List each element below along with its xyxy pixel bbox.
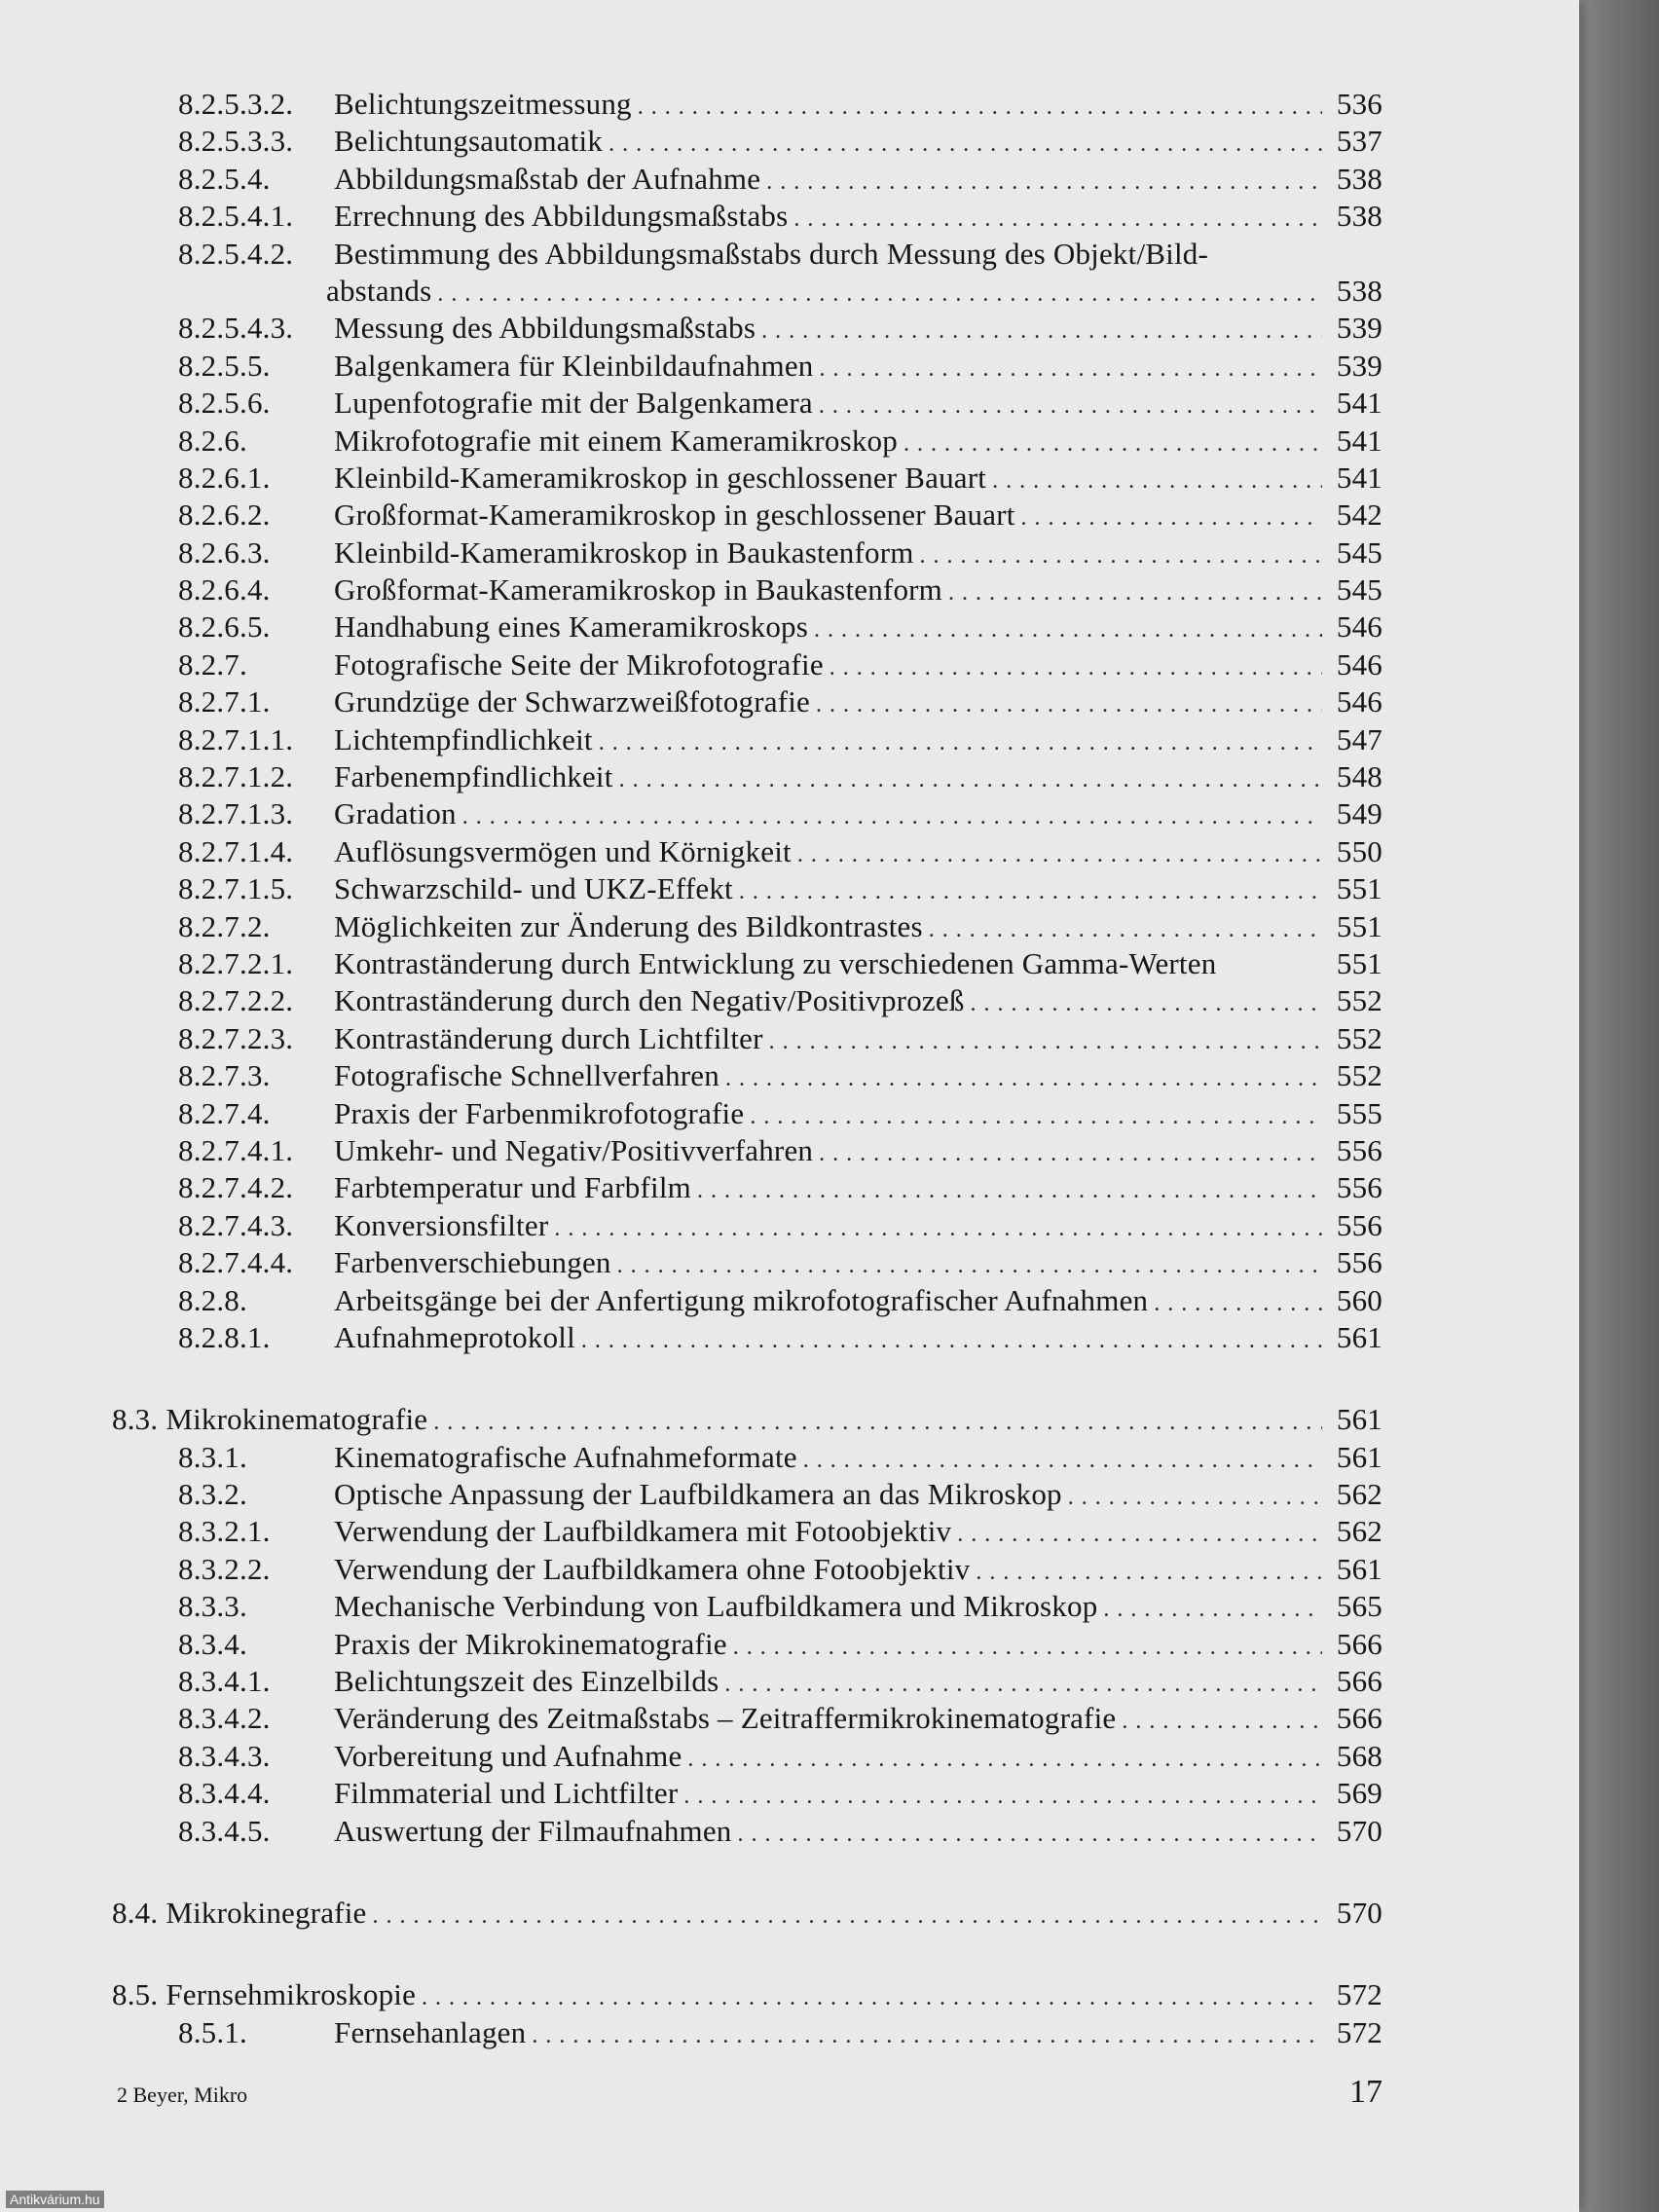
toc-entry-page: 555 [1336,1095,1382,1130]
toc-entry [112,1551,1382,1588]
toc-entry-page: 551 [1336,945,1382,980]
toc-entry-page: 539 [1336,348,1382,383]
toc-entry-title: Farbenempfindlichkeit [334,759,613,794]
toc-entry-title: Arbeitsgänge bei der Anfertigung mikrofotografischer Aufnahmen [334,1282,1149,1317]
toc-entry [112,1626,1382,1663]
toc-entry-number: 8.3. [112,1402,159,1437]
toc-entry [112,982,1382,1019]
toc-entry-page: 572 [1336,2014,1382,2049]
toc-entry-page: 551 [1336,871,1382,906]
toc-entry-title: Bestimmung des Abbildungsmaßstabs durch Messung des Objekt/Bild- [334,236,1208,271]
leader-dots [617,1244,1322,1284]
toc-entry-title: Großformat-Kameramikroskop in geschlossener Bauart [334,498,1015,533]
leader-dots [766,161,1322,201]
leader-dots [738,1813,1322,1853]
toc-entry-page: 541 [1336,386,1382,421]
toc-entry-title-continuation: abstands [326,273,432,308]
toc-entry-page: 570 [1336,1813,1382,1848]
toc-entry-page: 538 [1336,199,1382,234]
toc-entry-title: Vorbereitung und Aufnahme [334,1738,682,1773]
toc-entry-title: Schwarzschild- und UKZ-Effekt [334,871,733,906]
toc-entry-number: 8.2.7.4.2. [178,1170,294,1205]
toc-entry-page: 556 [1336,1207,1382,1242]
toc-entry [112,1588,1382,1625]
toc-entry-title: Konversionsfilter [334,1207,549,1242]
toc-entry-number: 8.2.7.1.4. [178,833,294,868]
toc-entry [112,1132,1382,1169]
toc-entry-number: 8.3.3. [178,1589,247,1624]
toc-entry-title: Mikrokinegrafie [166,1895,367,1930]
toc-entry-page: 541 [1336,423,1382,458]
toc-entry-title: Auflösungsvermögen und Körnigkeit [334,833,792,868]
toc-entry-title: Großformat-Kameramikroskop in Baukastenform [334,572,942,608]
toc-entry-page: 561 [1336,1319,1382,1354]
toc-entry-page: 537 [1336,124,1382,159]
toc-entry-page: 541 [1336,460,1382,495]
leader-dots [437,273,1322,313]
leader-dots [1068,1476,1322,1516]
leader-dots [581,1319,1322,1359]
toc-entry-title: Umkehr- und Negativ/Positivverfahren [334,1132,814,1167]
toc-entry-title: Fernsehanlagen [334,2014,527,2049]
leader-dots [1103,1588,1322,1628]
toc-entry-title: Belichtungszeitmessung [334,87,632,121]
toc-entry [112,721,1382,758]
leader-dots [554,1207,1322,1247]
leader-dots [819,1132,1322,1172]
toc-entry-number: 8.2.6.4. [178,572,271,608]
section-gap [112,1850,1382,1895]
toc-entry-title: Belichtungsautomatik [334,124,604,159]
toc-entry [112,646,1382,683]
leader-dots [992,460,1322,499]
toc-entry-title: Farbtemperatur und Farbfilm [334,1170,691,1205]
toc-entry-page: 551 [1336,908,1382,943]
toc-entry-number: 8.2.7.2.1. [178,945,294,980]
toc-entry-title: Lupenfotografie mit der Balgenkamera [334,386,813,421]
leader-dots [929,908,1322,948]
toc-entry-number: 8.3.4.1. [178,1664,271,1699]
toc-entry [112,1738,1382,1775]
toc-entry [112,1976,1382,2013]
toc-entry-page: 561 [1336,1551,1382,1586]
toc-entry-page: 556 [1336,1132,1382,1167]
toc-entry [112,423,1382,460]
toc-entry-number: 8.3.4. [178,1626,247,1661]
toc-entry [112,1813,1382,1850]
toc-entry-number: 8.2.7.1. [178,684,271,719]
leader-dots [920,535,1322,574]
toc-entry-number: 8.2.5.4.3. [178,311,294,346]
leader-dots [683,1775,1322,1815]
toc-entry [112,1319,1382,1356]
toc-entry [112,908,1382,945]
leader-dots [697,1169,1322,1209]
leader-dots [422,1976,1322,2016]
signature-mark: 2 Beyer, Mikro [117,2083,248,2107]
toc-entry-number: 8.2.5.5. [178,348,271,383]
leader-dots [638,86,1322,126]
toc-entry [112,385,1382,422]
toc-entry-title: Filmmaterial und Lichtfilter [334,1776,679,1811]
toc-entry [112,1775,1382,1812]
toc-entry-page: 546 [1336,684,1382,719]
toc-entry-number: 8.3.4.2. [178,1701,271,1736]
toc-entry-title: Abbildungsmaßstab der Aufnahme [334,161,761,196]
toc-entry [112,870,1382,907]
page-number: 17 [1349,2074,1382,2110]
toc-entry-page: 550 [1336,833,1382,868]
toc-entry-page: 552 [1336,983,1382,1018]
toc-entry [112,571,1382,608]
toc-entry-page: 545 [1336,535,1382,570]
toc-entry-number: 8.3.1. [178,1439,247,1474]
toc-entry [112,795,1382,832]
leader-dots [462,795,1322,835]
toc-entry-number: 8.2.6. [178,423,247,458]
toc-entry-page: 549 [1336,796,1382,831]
toc-entry-number: 8.2.7. [178,646,247,682]
leader-dots [750,1095,1322,1135]
leader-dots [976,1551,1322,1591]
toc-entry [112,535,1382,571]
toc-entry-title: Farbenverschiebungen [334,1245,611,1280]
toc-entry [112,1476,1382,1513]
toc-entry [112,1895,1382,1932]
toc-entry [112,1439,1382,1476]
toc-entry-page: 552 [1336,1020,1382,1055]
leader-dots [948,571,1322,611]
book-spine [1567,0,1659,2212]
leader-dots [1021,497,1322,536]
toc-entry-page: 561 [1336,1439,1382,1474]
toc-entry-title: Handhabung eines Kameramikroskops [334,609,808,645]
toc-entry-page: 566 [1336,1664,1382,1699]
toc-entry-title: Kontraständerung durch den Negativ/Positivprozeß [334,983,965,1018]
toc-entry-number: 8.2.7.4.1. [178,1132,294,1167]
toc-entry-title: Verwendung der Laufbildkamera mit Fotoobjektiv [334,1514,952,1549]
toc-entry [112,1207,1382,1244]
toc-entry [112,945,1382,982]
toc-entry-title: Gradation [334,796,457,831]
toc-entry [112,683,1382,720]
toc-entry-number: 8.2.7.2. [178,908,271,943]
toc-entry-title: Verwendung der Laufbildkamera ohne Fotoobjektiv [334,1551,971,1586]
toc-entry-number: 8.2.5.4.2. [178,236,294,271]
toc-entry [112,758,1382,795]
leader-dots [733,1626,1322,1666]
leader-dots [433,1401,1322,1441]
toc-entry-title: Errechnung des Abbildungsmaßstabs [334,199,789,234]
toc-entry-page: 539 [1336,311,1382,346]
toc-entry-number: 8.2.5.4.1. [178,199,294,234]
toc-entry [112,460,1382,497]
toc-entry-number: 8.2.7.2.3. [178,1020,294,1055]
toc-entry [112,2014,1382,2051]
toc-entry-number: 8.2.7.1.3. [178,796,294,831]
toc-entry-page: 570 [1336,1895,1382,1930]
toc-entry-number: 8.4. [112,1895,159,1930]
leader-dots [724,1663,1322,1703]
toc-entry-number: 8.2.7.1.5. [178,871,294,906]
toc-entry-page: 565 [1336,1589,1382,1624]
toc-entry-page: 538 [1336,161,1382,196]
toc-entry-title: Kontraständerung durch Entwicklung zu verschiedenen Gamma-Werten [334,945,1217,980]
toc-entry [112,1700,1382,1737]
toc-entry-page: 569 [1336,1776,1382,1811]
toc-entry [112,1401,1382,1438]
toc-entry-title: Mikrofotografie mit einem Kameramikroskop [334,423,898,458]
toc-entry-number: 8.2.6.5. [178,609,271,645]
toc-entry [112,833,1382,870]
toc-entry-continuation [112,273,1382,310]
toc-entry [112,161,1382,198]
toc-entry-number: 8.2.7.4.4. [178,1245,294,1280]
toc-entry-title: Kontraständerung durch Lichtfilter [334,1020,763,1055]
leader-dots [761,310,1322,350]
toc-entry-number: 8.3.4.3. [178,1738,271,1773]
toc-entry-page: 562 [1336,1477,1382,1512]
toc-entry [112,608,1382,645]
toc-entry-number: 8.2.7.1.1. [178,721,294,756]
toc-entry [112,497,1382,534]
leader-dots [957,1513,1322,1553]
toc-entry-number: 8.3.2. [178,1477,247,1512]
section-gap [112,1932,1382,1976]
leader-dots [725,1057,1322,1097]
toc-entry [112,86,1382,123]
toc-entry-number: 8.5. [112,1977,159,2012]
leader-dots [532,2014,1322,2054]
toc-entry-number: 8.2.7.3. [178,1058,271,1093]
leader-dots [619,758,1322,798]
toc-entry-page: 572 [1336,1977,1382,2012]
toc-entry-page: 538 [1336,273,1382,308]
leader-dots [769,1020,1322,1060]
toc-entry-number: 8.2.6.1. [178,460,271,495]
toc-entry [112,1244,1382,1281]
toc-entry-number: 8.2.5.3.3. [178,124,294,159]
toc-entry-title: Fotografische Schnellverfahren [334,1058,719,1093]
toc-entry-number: 8.3.2.2. [178,1551,271,1586]
toc-entry-title: Kleinbild-Kameramikroskop in Baukastenform [334,535,914,570]
toc-entry [112,1282,1382,1319]
leader-dots [1122,1700,1322,1740]
toc-entry-title: Fotografische Seite der Mikrofotografie [334,646,824,682]
toc-entry-title: Mechanische Verbindung von Laufbildkamera und Mikroskop [334,1589,1098,1624]
toc-entry [112,310,1382,347]
toc-entry-page: 545 [1336,572,1382,608]
toc-entry [112,236,1382,273]
leader-dots [814,608,1322,648]
toc-entry-title: Mikrokinematografie [166,1402,428,1437]
toc-entry-number: 8.2.8.1. [178,1319,271,1354]
toc-entry-number: 8.2.7.2.2. [178,983,294,1018]
section-gap [112,1356,1382,1401]
toc-entry-number: 8.2.7.4.3. [178,1207,294,1242]
leader-dots [687,1738,1322,1778]
leader-dots [903,423,1322,462]
toc-entry-number: 8.5.1. [178,2014,247,2049]
toc-entry-page: 556 [1336,1245,1382,1280]
watermark: Antikvárium.hu [6,2191,104,2208]
toc-entry-title: Lichtempfindlichkeit [334,721,593,756]
toc-entry-page: 566 [1336,1701,1382,1736]
leader-dots [608,123,1322,163]
leader-dots [739,870,1322,910]
leader-dots [793,198,1322,238]
toc-entry-number: 8.2.5.3.2. [178,87,294,121]
leader-dots [1154,1282,1322,1322]
toc-entry-title: Messung des Abbildungsmaßstabs [334,311,756,346]
toc-entry-title: Fernsehmikroskopie [166,1977,417,2012]
toc-entry [112,1020,1382,1057]
toc-entry-number: 8.3.2.1. [178,1514,271,1549]
toc-entry-page: 562 [1336,1514,1382,1549]
leader-dots [819,385,1322,424]
toc-entry-page: 566 [1336,1626,1382,1661]
toc-entry [112,1663,1382,1700]
toc-entry-page: 556 [1336,1170,1382,1205]
toc-entry-page: 548 [1336,759,1382,794]
toc-entry [112,1513,1382,1550]
toc-entry-page: 546 [1336,609,1382,645]
toc-entry [112,1169,1382,1206]
toc-entry-title: Grundzüge der Schwarzweißfotografie [334,684,811,719]
toc-entry-page: 568 [1336,1738,1382,1773]
toc-entry-number: 8.2.7.4. [178,1095,271,1130]
toc-entry-number: 8.3.4.4. [178,1776,271,1811]
toc-entry-title: Kinematografische Aufnahmeformate [334,1439,797,1474]
leader-dots [971,982,1322,1022]
toc-entry-title: Kleinbild-Kameramikroskop in geschlossener Bauart [334,460,987,495]
toc-entry-number: 8.3.4.5. [178,1813,271,1848]
leader-dots [816,683,1322,723]
leader-dots [599,721,1322,761]
toc-entry-title: Belichtungszeit des Einzelbilds [334,1664,719,1699]
toc-entry-title: Praxis der Farbenmikrofotografie [334,1095,745,1130]
leader-dots [372,1895,1322,1935]
toc-entry-page: 560 [1336,1282,1382,1317]
toc-entry-title: Balgenkamera für Kleinbildaufnahmen [334,348,814,383]
toc-entry [112,123,1382,160]
leader-dots [803,1439,1322,1479]
toc-entry-title: Optische Anpassung der Laufbildkamera an das Mikroskop [334,1477,1062,1512]
toc-entry-title: Veränderung des Zeitmaßstabs – Zeitraffermikrokinematografie [334,1701,1117,1736]
toc-entry-number: 8.2.6.2. [178,498,271,533]
toc-entry-page: 536 [1336,87,1382,121]
toc-entry-page: 547 [1336,721,1382,756]
toc-entry-number: 8.2.5.4. [178,161,271,196]
toc-entry-number: 8.2.7.1.2. [178,759,294,794]
toc-entry-number: 8.2.5.6. [178,386,271,421]
leader-dots [819,348,1322,387]
leader-dots [830,646,1322,686]
table-of-contents [112,86,1382,2051]
toc-entry-title: Aufnahmeprotokoll [334,1319,575,1354]
toc-entry [112,198,1382,235]
toc-entry-title: Auswertung der Filmaufnahmen [334,1813,732,1848]
toc-entry [112,348,1382,385]
toc-entry-page: 561 [1336,1402,1382,1437]
page-footer [117,2074,1382,2111]
toc-entry-page: 546 [1336,646,1382,682]
leader-dots [797,833,1322,873]
toc-entry-number: 8.2.6.3. [178,535,271,570]
toc-entry-number: 8.2.8. [178,1282,247,1317]
toc-entry-title: Praxis der Mikrokinematografie [334,1626,727,1661]
toc-entry-page: 542 [1336,498,1382,533]
toc-entry [112,1095,1382,1132]
toc-entry-title: Möglichkeiten zur Änderung des Bildkontrastes [334,908,923,943]
toc-entry [112,1057,1382,1094]
toc-entry-page: 552 [1336,1058,1382,1093]
